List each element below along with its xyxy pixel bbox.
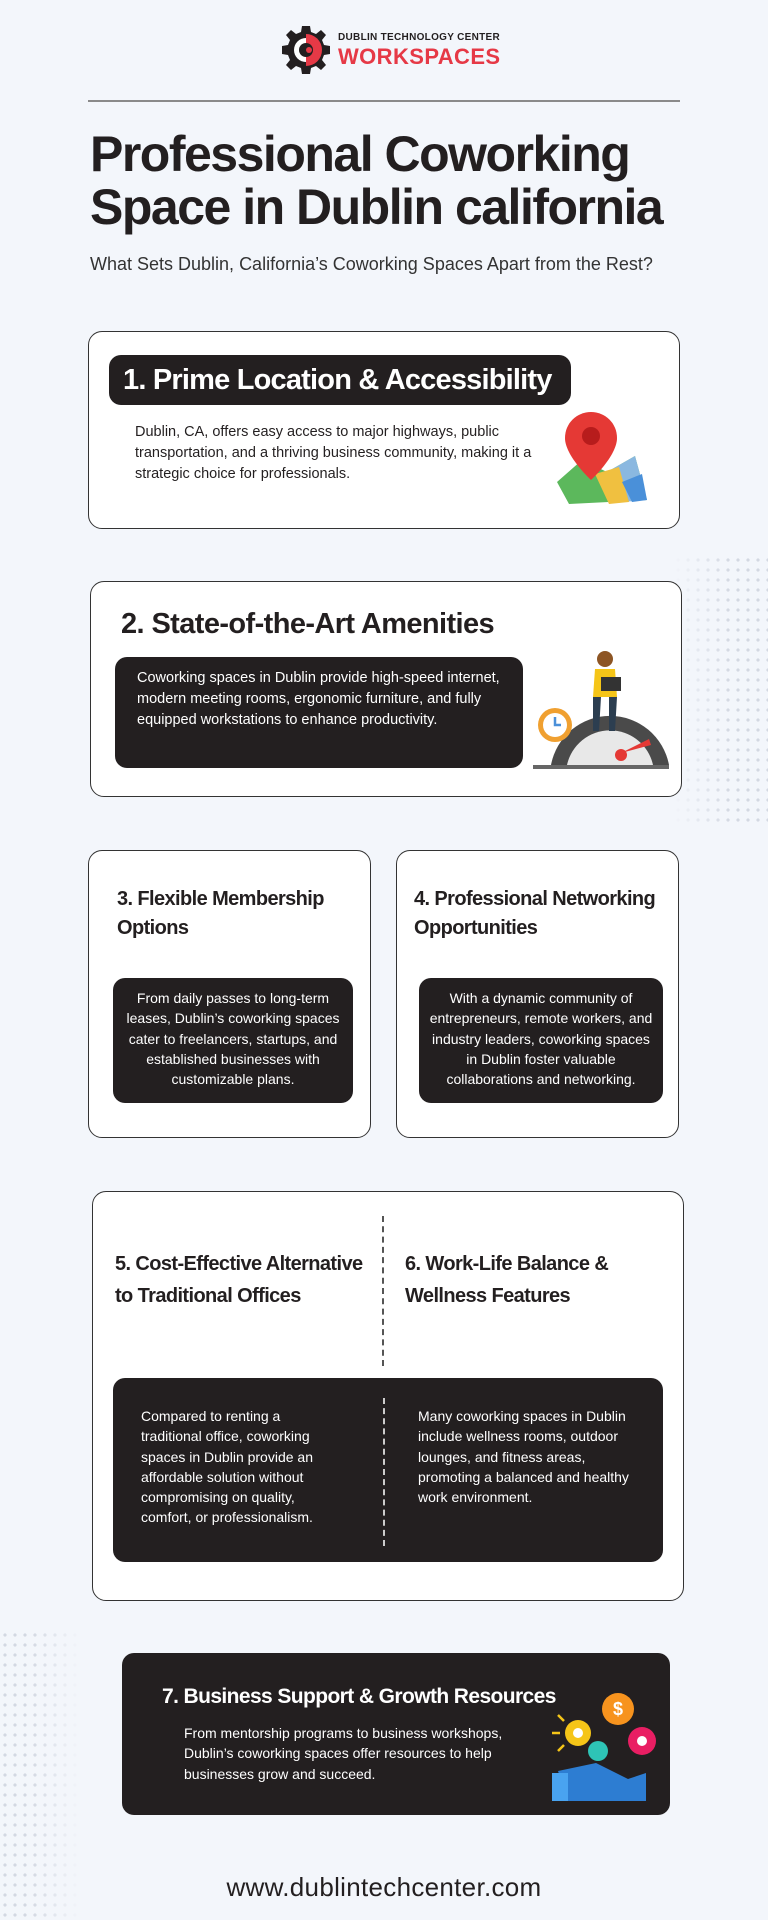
section-card-membership: [88, 850, 371, 1138]
section-text-box: [113, 978, 353, 1103]
section-text-cost: Compared to renting a traditional office, coworking spaces in Dublin provide an affordable solution without compromising on quality, comfort, or professionalism.: [141, 1408, 313, 1526]
header-divider: [88, 100, 680, 102]
dashed-divider: [383, 1398, 385, 1546]
section-heading-wellness: 6. Work-Life Balance & Wellness Features: [405, 1253, 609, 1307]
section-heading: 4. Professional Networking Opportunities: [414, 888, 656, 939]
footer-website-link[interactable]: www.dublintechcenter.com: [226, 1872, 542, 1902]
logo-subtitle: DUBLIN TECHNOLOGY CENTER: [338, 31, 501, 43]
map-pin-icon: [547, 412, 657, 512]
page-subtitle: What Sets Dublin, California’s Coworking Spaces Apart from the Rest?: [90, 254, 653, 274]
section-heading: 3. Flexible Membership Options: [117, 888, 324, 939]
brand-logo[interactable]: [278, 22, 501, 78]
svg-text:$: $: [612, 1699, 624, 1719]
section-heading: 1. Prime Location & Accessibility: [123, 364, 552, 396]
section-heading: 2. State-of-the-Art Amenities: [121, 608, 495, 640]
section-text: From mentorship programs to business workshops, Dublin’s coworking spaces offer resources to help businesses grow and succeed.: [184, 1725, 503, 1782]
section-card-cost-wellness: [92, 1191, 684, 1601]
section-text-box: [419, 978, 663, 1103]
section-card-networking: [396, 850, 679, 1138]
logo-title: WORKSPACES: [338, 43, 501, 69]
section-text: From daily passes to long-term leases, Dublin’s coworking spaces cater to freelancers, startups, and established businesses with customizable plans.: [126, 990, 340, 1088]
section-card-amenities: [90, 581, 682, 797]
section-text: Dublin, CA, offers easy access to major highways, public transportation, and a thriving business community, making it a strategic choice for professionals.: [135, 424, 532, 483]
decorative-dot-pattern-right: [673, 555, 768, 825]
dashed-divider: [382, 1216, 384, 1366]
section-text: Coworking spaces in Dublin provide high-speed internet, modern meeting rooms, ergonomic furniture, and fully equipped workstations to enhance productivity.: [137, 670, 500, 729]
section-card-business-support: [122, 1653, 670, 1815]
section-card-location: [88, 331, 680, 529]
productivity-gauge-icon: [531, 647, 671, 777]
section-text: With a dynamic community of entrepreneurs, remote workers, and industry leaders, coworking spaces in Dublin foster valuable collaborations and networking.: [429, 990, 653, 1088]
page-title: Professional Coworking Space in Dublin california: [90, 126, 663, 235]
section-heading-pill: [109, 355, 571, 405]
section-text-box: [113, 1378, 663, 1562]
section-text-wellness: Many coworking spaces in Dublin include wellness rooms, outdoor lounges, and fitness areas, promoting a balanced and healthy work environment.: [418, 1408, 629, 1506]
growth-gears-icon: [538, 1693, 658, 1803]
section-text-box: [115, 657, 523, 768]
section-heading-cost: 5. Cost-Effective Alternative to Traditional Offices: [115, 1253, 363, 1307]
gear-chip-logo-icon: [278, 22, 334, 78]
section-heading: 7. Business Support & Growth Resources: [162, 1685, 556, 1708]
